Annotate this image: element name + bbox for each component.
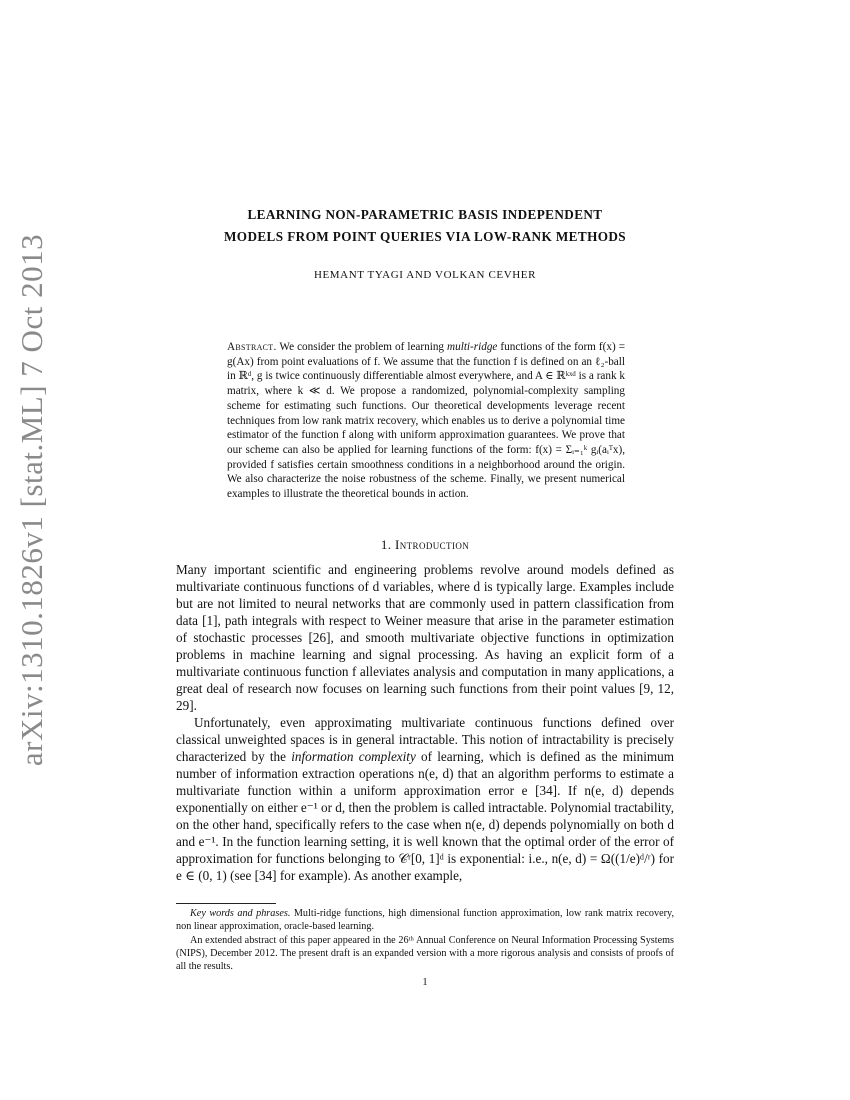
body-paragraph-1: Many important scientific and engineering problems revolve around models defined as multivariate continuous functions of d variables, where d is typically large. Examples include but are not limited to neural networks that are commonly used in pattern classification from data [1], path integrals with respect to Weiner measure that arise in the parameter estimation of stochastic processes [26], and smooth multivariate objective functions in optimization problems in machine learning and signal processing. As having an explicit form of a multivariate continuous function f alleviates analysis and computation in many applications, a great deal of research now focuses on learning such functions from their point values [9, 12, 29]. [176, 562, 674, 713]
paper-title [150, 204, 700, 248]
keywords-footnote [176, 907, 674, 934]
arxiv-stamp-text: arXiv:1310.1826v1 [stat.ML] 7 Oct 2013 [14, 233, 49, 767]
body-text [176, 561, 674, 884]
section-heading: 1. Introduction [380, 537, 470, 552]
authors: HEMANT TYAGI AND VOLKAN CEVHER [313, 269, 537, 281]
arxiv-stamp [12, 233, 52, 767]
title-line-1: LEARNING NON-PARAMETRIC BASIS INDEPENDENT [247, 207, 603, 222]
footnotes [176, 907, 674, 973]
page-number: 1 [422, 977, 428, 988]
body-paragraph-2-emphasis: information complexity [291, 749, 416, 764]
body-paragraph-2 [176, 714, 674, 884]
footnote-rule [176, 903, 276, 904]
body-paragraph-2-b: of learning, which is defined as the minimum number of information extraction operations n(e, d) that an algorithm performs to estimate a multivariate function within a uniform approximation error e [34]. If n(e, d) depends exponentially on either e⁻¹ or d, then the problem is called intractable. Polynomial tractability, on the other hand, specifically refers to the case when n(e, d) depends polynomially on both d and e⁻¹. In the function learning setting, it is well known that the optimal order of the error of approximation for functions belonging to 𝒞ʳ[0, 1]ᵈ is exponential: i.e., n(e, d) = Ω((1/e)ᵈ/ʳ) for e ∈ (0, 1) (see [34] for example). As another example, [176, 749, 674, 883]
keywords-text: Multi-ridge functions, high dimensional function approximation, low rank matrix recovery, non linear approximation, oracle-based learning. [176, 908, 675, 933]
abstract-text-1: We consider the problem of learning [279, 341, 445, 353]
abstract [227, 340, 625, 502]
abstract-emphasis: multi-ridge [447, 341, 498, 353]
extended-abstract-note: An extended abstract of this paper appeared in the 26ᵗʰ Annual Conference on Neural Information Processing Systems (NIPS), December 2012. The present draft is an expanded version with a more rigorous analysis and consists of proofs of all the results. [176, 934, 674, 973]
body-paragraph-2-a: Unfortunately, even approximating multivariate continuous functions defined over classical unweighted spaces is in general intractable. This notion of intractability is precisely characterized by the [176, 715, 674, 764]
abstract-heading: Abstract. [227, 341, 277, 353]
abstract-text-2: functions of the form f(x) = g(Ax) from point evaluations of f. We assume that the function f is defined on an ℓ₂-ball in ℝᵈ, g is twice continuously differentiable almost everywhere, and A ∈ ℝᵏˣᵈ is a rank k matrix, where k ≪ d. We propose a randomized, polynomial-complexity sampling scheme for estimating such functions. Our theoretical developments leverage recent techniques from low rank matrix recovery, which enables us to derive a polynomial time estimator of the function f along with uniform approximation guarantees. We prove that our scheme can also be applied for learning functions of the form: f(x) = Σᵢ₌₁ᵏ gᵢ(aᵢᵀx), provided f satisfies certain smoothness conditions in a neighborhood around the origin. We also characterize the noise robustness of the scheme. Finally, we present numerical examples to illustrate the theoretical bounds in action. [227, 341, 626, 501]
keywords-label: Key words and phrases. [190, 908, 291, 919]
title-line-2: MODELS FROM POINT QUERIES VIA LOW-RANK METHODS [223, 229, 627, 244]
